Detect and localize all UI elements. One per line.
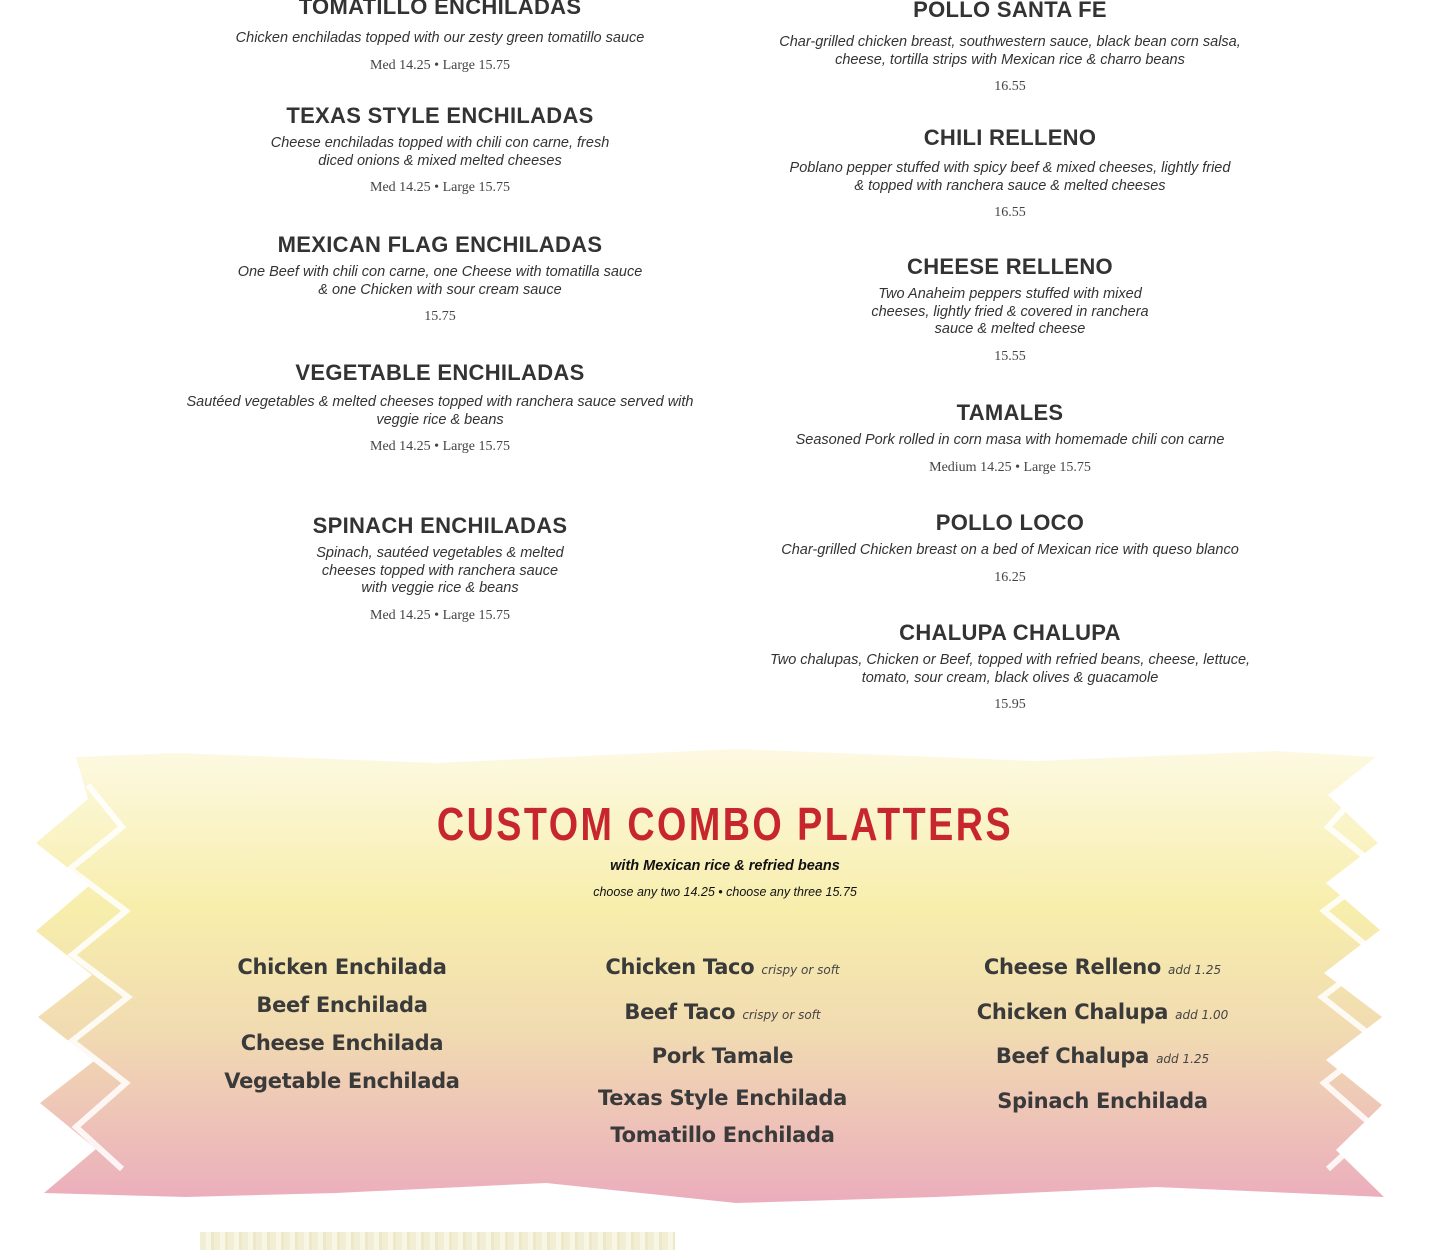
- item-description: Poblano pepper stuffed with spicy beef & mixed cheeses, lightly fried & topped with ranchera sauce & melted cheeses: [789, 160, 1231, 194]
- item-description: Seasoned Pork rolled in corn masa with homemade chili con carne: [795, 432, 1225, 448]
- item-title: CHALUPA CHALUPA: [899, 620, 1121, 645]
- menu-item-vegetable-enchiladas: [140, 360, 740, 455]
- item-price: Med 14.25 • Large 15.75: [370, 57, 510, 73]
- item-description: One Beef with chili con carne, one Cheese with tomatilla sauce & one Chicken with sour cream sauce: [237, 264, 643, 298]
- combo-option: Pork Tamale: [651, 1044, 794, 1068]
- menu-item-pollo-santa-fe: [710, 0, 1310, 95]
- menu-item-texas-style-enchiladas: [140, 103, 740, 196]
- item-title: SPINACH ENCHILADAS: [312, 513, 568, 538]
- combo-option: Texas Style Enchilada: [597, 1086, 848, 1110]
- combo-option-note: crispy or soft: [761, 963, 840, 977]
- item-title: CHEESE RELLENO: [907, 254, 1113, 279]
- item-price: 15.75: [424, 309, 456, 324]
- menu-item-pollo-loco: [710, 510, 1310, 586]
- item-price: 16.25: [994, 569, 1026, 585]
- combo-option: Cheese Relleno add 1.25: [983, 955, 1222, 979]
- decorative-texture-strip: [200, 1232, 675, 1250]
- combo-option: Chicken Taco crispy or soft: [605, 955, 840, 979]
- item-title: TOMATILLO ENCHILADAS: [298, 0, 582, 19]
- combo-option: Cheese Enchilada: [240, 1031, 444, 1055]
- item-title: POLLO LOCO: [935, 510, 1085, 535]
- combo-option: Chicken Enchilada: [237, 955, 447, 979]
- combo-option: Beef Enchilada: [256, 993, 428, 1017]
- item-title: TEXAS STYLE ENCHILADAS: [286, 103, 594, 128]
- item-title: CHILI RELLENO: [923, 125, 1097, 150]
- item-price: Med 14.25 • Large 15.75: [370, 607, 510, 623]
- item-title: MEXICAN FLAG ENCHILADAS: [277, 232, 603, 257]
- combo-option-note: add 1.25: [1168, 963, 1222, 977]
- combo-option-note: crispy or soft: [742, 1008, 821, 1022]
- menu-item-tomatillo-enchiladas: [140, 0, 740, 74]
- item-description: Sautéed vegetables & melted cheeses topped with ranchera sauce served with veggie rice & beans: [186, 394, 694, 428]
- item-title: TAMALES: [956, 400, 1064, 425]
- item-description: Two chalupas, Chicken or Beef, topped with refried beans, cheese, lettuce, tomato, sour cream, black olives & guacamole: [769, 652, 1251, 686]
- combo-column-1: [192, 950, 492, 1094]
- menu-item-chalupa-chalupa: [710, 620, 1310, 713]
- item-price: 16.55: [994, 79, 1026, 94]
- item-title: POLLO SANTA FE: [913, 0, 1107, 22]
- combo-option: Beef Taco crispy or soft: [624, 1000, 821, 1024]
- menu-item-tamales: [710, 400, 1310, 476]
- item-description: Char-grilled chicken breast, southwestern sauce, black bean corn salsa, cheese, tortilla strips with Mexican rice & charro beans: [779, 34, 1241, 68]
- item-price: Med 14.25 • Large 15.75: [370, 439, 510, 454]
- item-description: Two Anaheim peppers stuffed with mixed cheeses, lightly fried & covered in ranchera sauce & melted cheese: [871, 286, 1149, 337]
- combo-option: Spinach Enchilada: [997, 1089, 1208, 1113]
- combo-pricing: choose any two 14.25 • choose any three 15.75: [593, 885, 857, 899]
- combo-option: Beef Chalupa add 1.25: [995, 1044, 1210, 1068]
- combo-option: Tomatillo Enchilada: [610, 1123, 835, 1147]
- item-price: Med 14.25 • Large 15.75: [370, 180, 510, 195]
- item-description: Chicken enchiladas topped with our zesty green tomatillo sauce: [235, 30, 645, 46]
- combo-option: Vegetable Enchilada: [224, 1069, 460, 1093]
- combo-option-note: add 1.25: [1156, 1052, 1210, 1066]
- menu-item-spinach-enchiladas: [140, 513, 740, 624]
- menu-item-mexican-flag-enchiladas: [140, 232, 740, 325]
- item-description: Spinach, sautéed vegetables & melted cheeses topped with ranchera sauce with veggie rice & beans: [316, 545, 564, 596]
- item-price: 16.55: [994, 205, 1026, 220]
- item-description: Cheese enchiladas topped with chili con carne, fresh diced onions & mixed melted cheeses: [270, 135, 610, 169]
- item-price: 15.95: [994, 697, 1026, 712]
- item-title: VEGETABLE ENCHILADAS: [295, 360, 585, 385]
- combo-title: CUSTOM COMBO PLATTERS: [436, 798, 1014, 850]
- combo-column-2: [570, 950, 875, 1148]
- combo-option-note: add 1.00: [1175, 1008, 1229, 1022]
- combo-subtitle: with Mexican rice & refried beans: [610, 858, 840, 874]
- menu-item-chili-relleno: [710, 125, 1310, 221]
- item-price: 15.55: [994, 348, 1026, 364]
- item-price: Medium 14.25 • Large 15.75: [929, 459, 1091, 475]
- combo-option: Chicken Chalupa add 1.00: [976, 1000, 1229, 1024]
- item-description: Char-grilled Chicken breast on a bed of Mexican rice with queso blanco: [781, 542, 1239, 558]
- menu-item-cheese-relleno: [710, 254, 1310, 365]
- combo-column-3: [940, 950, 1265, 1114]
